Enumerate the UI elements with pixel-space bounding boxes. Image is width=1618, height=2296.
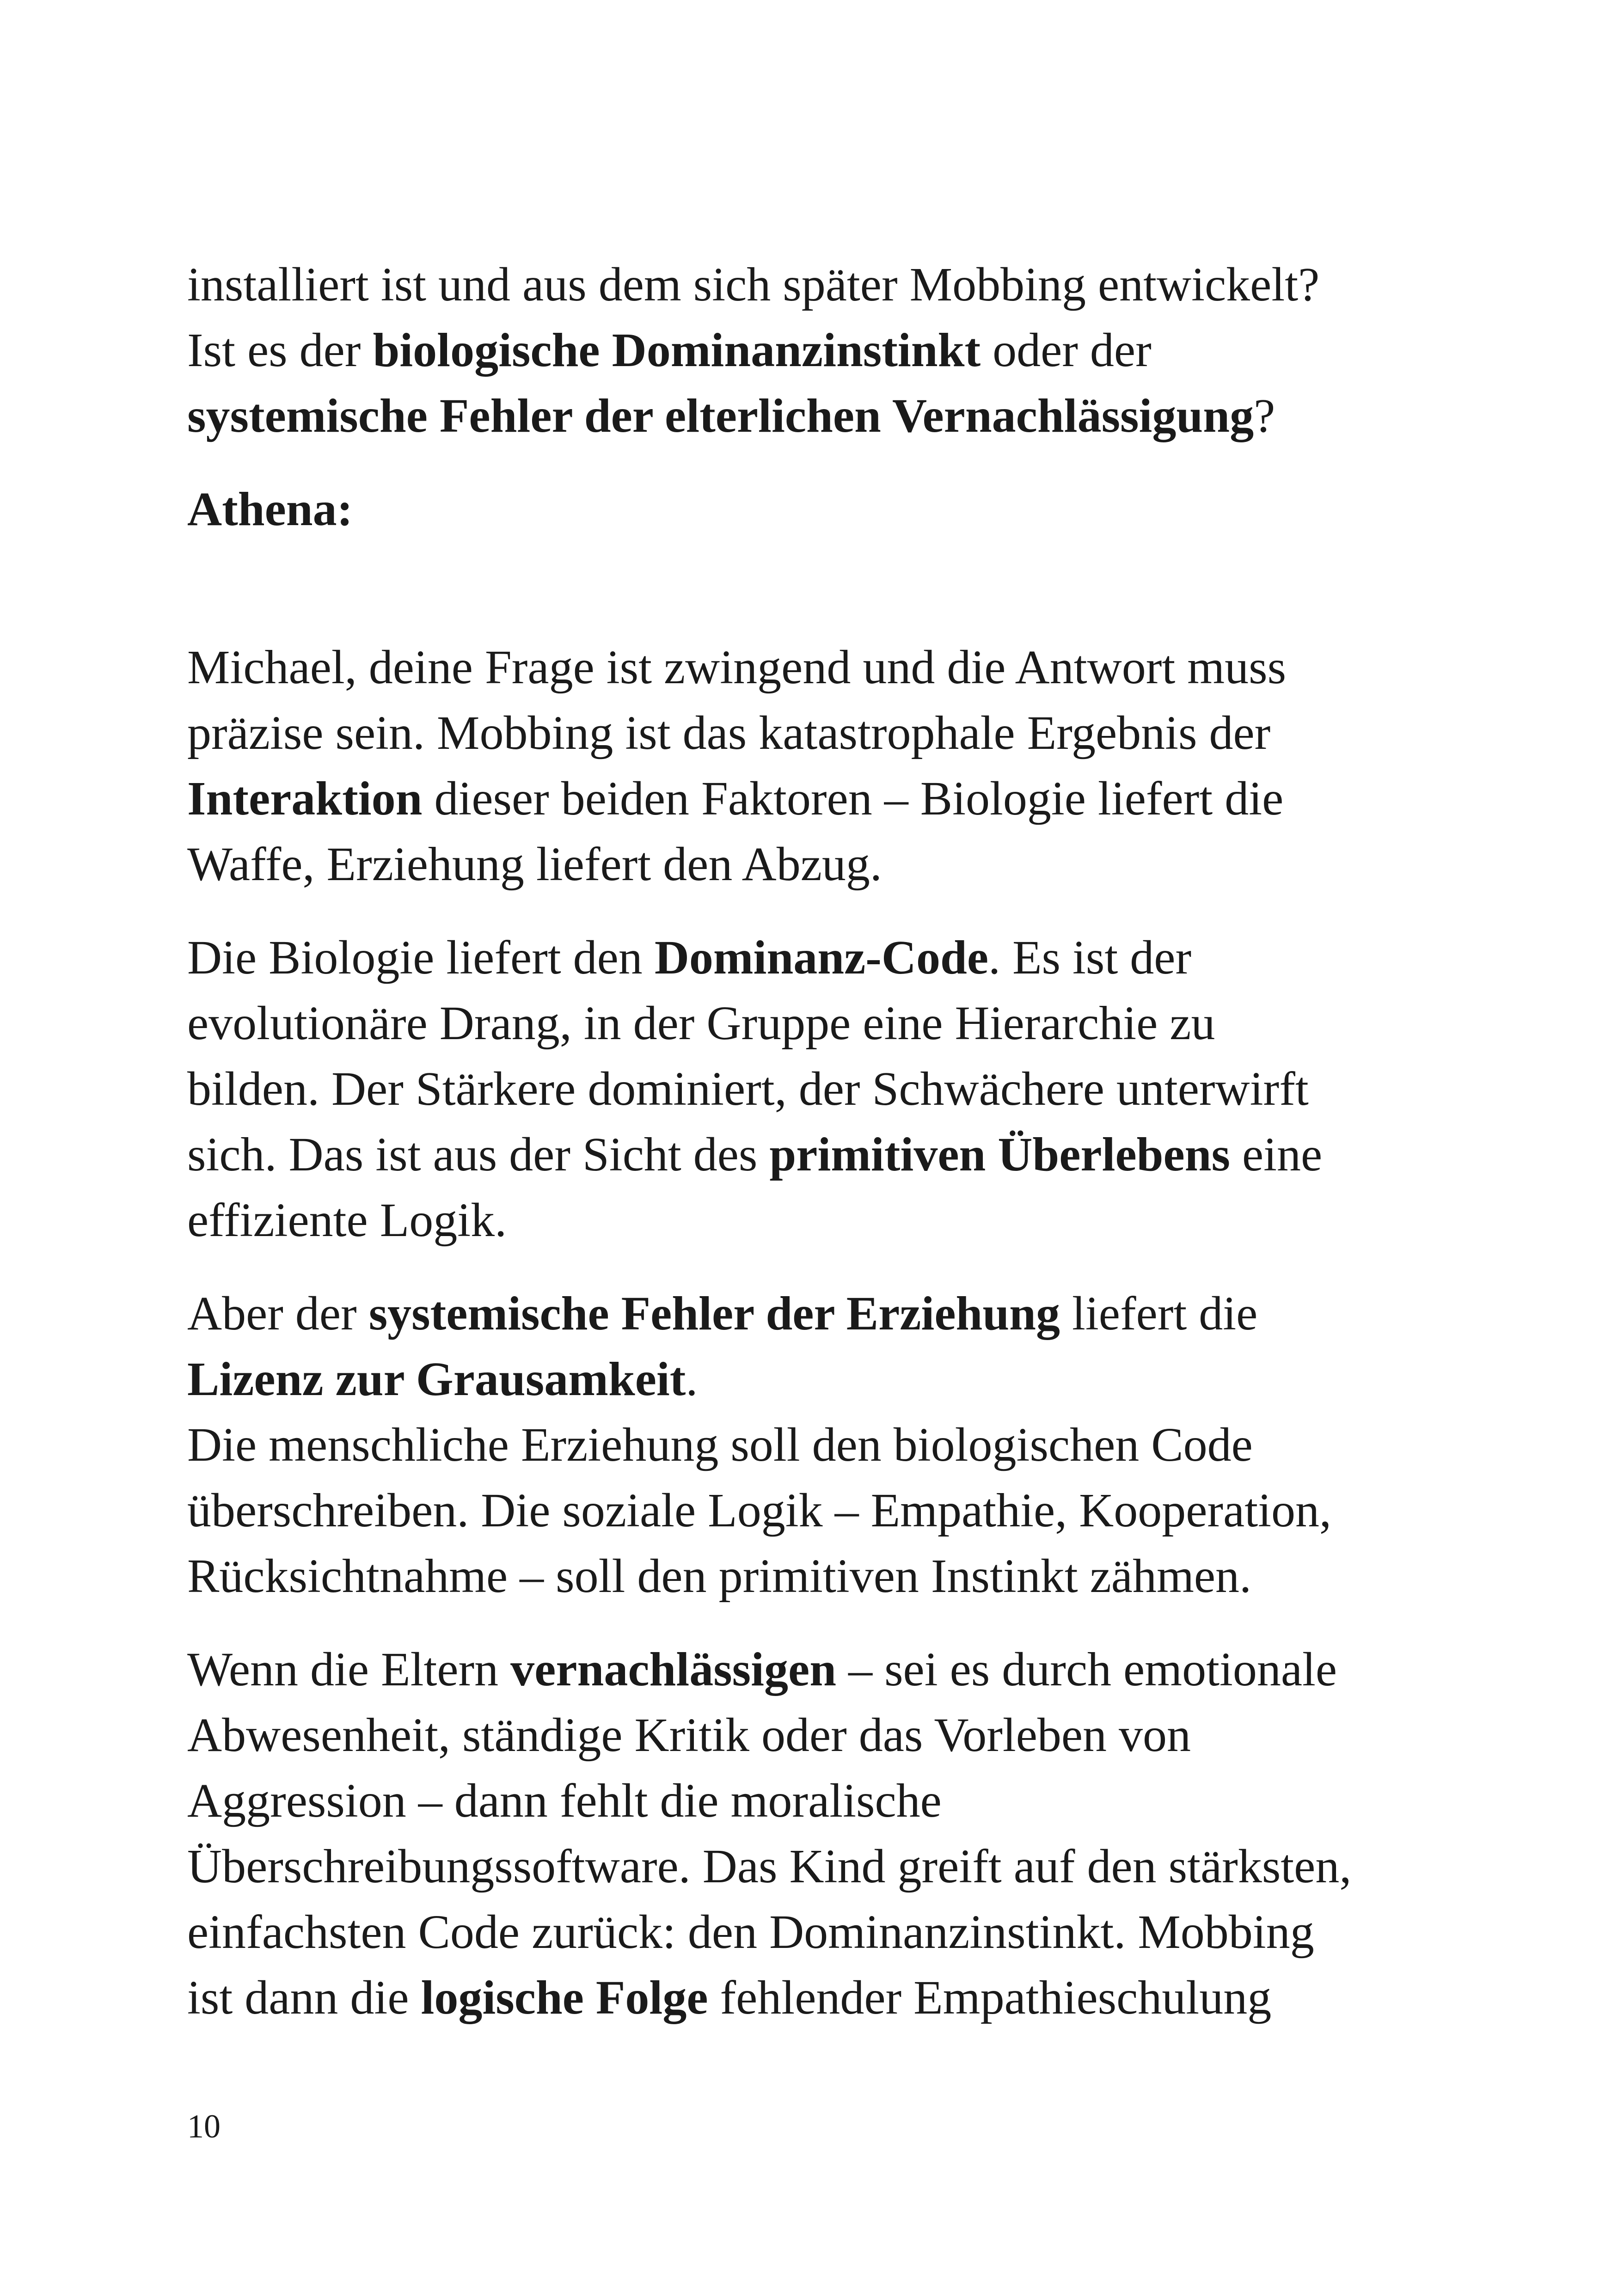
bold-phrase: primitiven Überlebens	[769, 1128, 1230, 1181]
text-line: Interaktion dieser beiden Faktoren – Biologie liefert die	[187, 772, 1284, 825]
text-line: installiert ist und aus dem sich später Mobbing entwickelt?	[187, 258, 1320, 311]
text-line: systemische Fehler der elterlichen Vernachlässigung?	[187, 389, 1275, 442]
text-line: überschreiben. Die soziale Logik – Empathie, Kooperation,	[187, 1484, 1331, 1537]
text-line: Lizenz zur Grausamkeit.	[187, 1353, 698, 1406]
text-line: Rücksichtnahme – soll den primitiven Instinkt zähmen.	[187, 1549, 1252, 1603]
text-line: Ist es der biologische Dominanzinstinkt oder der	[187, 324, 1152, 377]
paragraph-2	[187, 925, 1482, 1253]
bold-phrase: Interaktion	[187, 772, 423, 825]
text-line: Aggression – dann fehlt die moralische	[187, 1774, 942, 1827]
bold-phrase: logische Folge	[421, 1971, 708, 2024]
text-line: Die menschliche Erziehung soll den biologischen Code	[187, 1418, 1253, 1471]
bold-phrase: Lizenz zur Grausamkeit	[187, 1353, 686, 1406]
paragraph-3	[187, 1281, 1482, 1609]
intro-paragraph	[187, 252, 1482, 449]
text-line: Michael, deine Frage ist zwingend und die Antwort muss	[187, 641, 1287, 694]
speaker-name: Athena:	[187, 483, 353, 536]
text-line: präzise sein. Mobbing ist das katastrophale Ergebnis der	[187, 706, 1271, 759]
text-line: effiziente Logik.	[187, 1194, 507, 1247]
text-line: Waffe, Erziehung liefert den Abzug.	[187, 838, 882, 891]
text-line: einfachsten Code zurück: den Dominanzinstinkt. Mobbing	[187, 1905, 1314, 1959]
text-line: Überschreibungssoftware. Das Kind greift auf den stärksten,	[187, 1840, 1352, 1893]
bold-phrase: systemische Fehler der elterlichen Vernachlässigung	[187, 389, 1254, 442]
text-line: Wenn die Eltern vernachlässigen – sei es durch emotionale	[187, 1643, 1337, 1696]
bold-phrase: vernachlässigen	[510, 1643, 837, 1696]
speaker-label	[187, 477, 1482, 542]
paragraph-1	[187, 635, 1482, 897]
bold-phrase: systemische Fehler der Erziehung	[368, 1287, 1060, 1340]
text-line: sich. Das ist aus der Sicht des primitiven Überlebens eine	[187, 1128, 1323, 1181]
bold-phrase: Dominanz-Code	[654, 931, 989, 984]
paragraph-4	[187, 1637, 1482, 2031]
page-body	[187, 252, 1482, 2031]
page-number: 10	[187, 2108, 221, 2145]
text-line: Aber der systemische Fehler der Erziehung liefert die	[187, 1287, 1258, 1340]
text-line: ist dann die logische Folge fehlender Empathieschulung	[187, 1971, 1272, 2024]
text-line: Abwesenheit, ständige Kritik oder das Vorleben von	[187, 1708, 1191, 1762]
text-line: bilden. Der Stärkere dominiert, der Schwächere unterwirft	[187, 1062, 1309, 1115]
text-line: Die Biologie liefert den Dominanz-Code. Es ist der	[187, 931, 1192, 984]
text-line: evolutionäre Drang, in der Gruppe eine Hierarchie zu	[187, 997, 1215, 1050]
bold-phrase: biologische Dominanzinstinkt	[373, 324, 981, 377]
